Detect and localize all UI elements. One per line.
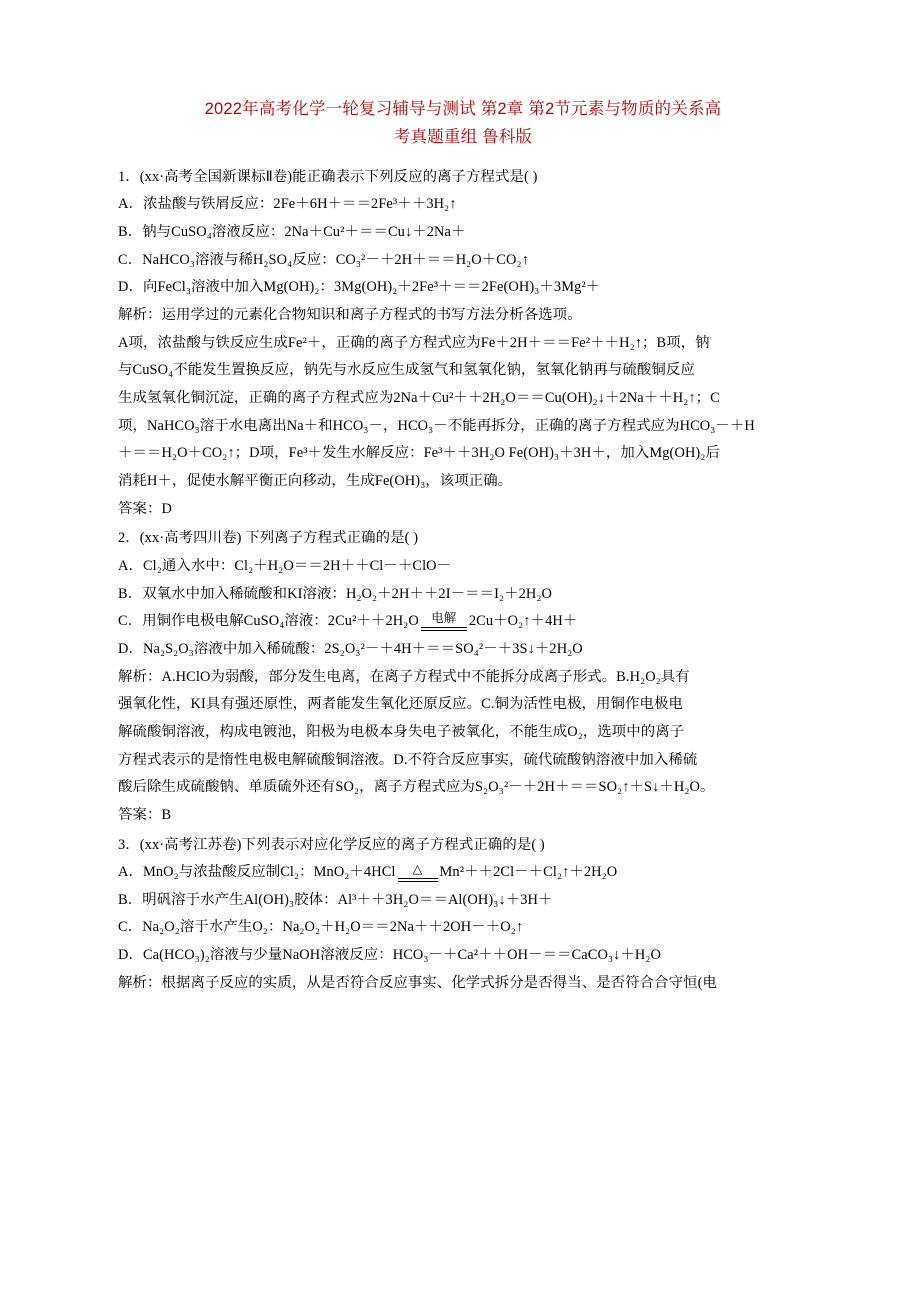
question-3-explanation-line-1: 解析：根据离子反应的实质，从是否符合反应事实、化学式拆分是否得当、是否符合合守恒(电 bbox=[118, 974, 718, 991]
question-1-explanation-line-7: 消耗H＋，促使水解平衡正向移动，生成Fe(OH)₃，该项正确。 bbox=[118, 472, 513, 489]
question-3-option-a bbox=[118, 859, 808, 887]
question-3-option-c: C．Na₂O₂溶于水产生O₂：Na₂O₂＋H₂O＝＝2Na＋＋2OH－＋O₂↑ bbox=[118, 919, 524, 936]
question-2-answer: 答案：B bbox=[118, 806, 172, 823]
question-2-explanation-line-4: 方程式表示的是惰性电极电解硫酸铜溶液。D.不符合反应事实，硫代硫酸钠溶液中加入稀硫 bbox=[118, 751, 698, 768]
electrolysis-condition-symbol bbox=[421, 611, 467, 631]
question-1-option-c: C．NaHCO₃溶液与稀H₂SO₄反应：CO₃²－＋2H＋＝＝H₂O＋CO₂↑ bbox=[118, 251, 529, 268]
question-2-explanation-line-5: 酸后除生成硫酸钠、单质硫外还有SO₂，离子方程式应为S₂O₃²－＋2H＋＝＝SO₂↑＋S↓＋H₂O。 bbox=[118, 779, 715, 796]
question-1-option-a: A．浓盐酸与铁屑反应：2Fe＋6H＋＝＝2Fe³＋＋3H₂↑ bbox=[118, 196, 457, 213]
question-3-option-d: D．Ca(HCO₃)₂溶液与少量NaOH溶液反应：HCO₃－＋Ca²＋＋OH－＝＝CaCO₃↓＋H₂O bbox=[118, 947, 661, 964]
heating-condition-symbol bbox=[398, 862, 438, 882]
question-1-option-b: B．钠与CuSO₄溶液反应：2Na＋Cu²＋＝＝Cu↓＋2Na＋ bbox=[118, 224, 466, 241]
question-2-option-c-prefix: C．用铜作电极电解CuSO₄溶液：2Cu²＋＋2H₂O bbox=[118, 613, 419, 630]
question-1-answer: 答案：D bbox=[118, 500, 172, 517]
question-1-stem: 1．(xx·高考全国新课标Ⅱ卷)能正确表示下列反应的离子方程式是( ) bbox=[118, 168, 538, 185]
question-1-explanation-line-1: 解析：运用学过的元素化合物知识和离子方程式的书写方法分析各选项。 bbox=[118, 307, 582, 324]
question-2-explanation-line-3: 解硫酸铜溶液，构成电镀池，阳极为电极本身失电子被氧化，不能生成O₂，选项中的离子 bbox=[118, 723, 685, 740]
question-1-explanation-line-2: A项，浓盐酸与铁反应生成Fe²＋，正确的离子方程式应为Fe＋2H＋＝＝Fe²＋＋H₂↑；B项，钠 bbox=[118, 334, 710, 351]
question-3-option-a-suffix: Mn²＋＋2Cl－＋Cl₂↑＋2H₂O bbox=[439, 864, 618, 881]
question-2-explanation-line-1: 解析：A.HClO为弱酸，部分发生电离，在离子方程式中不能拆分成离子形式。B.H₂O₂具有 bbox=[118, 668, 690, 685]
question-2-option-a: A．Cl₂通入水中：Cl₂＋H₂O＝＝2H＋＋Cl－＋ClO－ bbox=[118, 557, 452, 574]
question-1-explanation-line-5: 项，NaHCO₃溶于水电离出Na＋和HCO₃－，HCO₃－不能再拆分，正确的离子方程式应为HCO₃－＋H bbox=[118, 417, 755, 434]
question-2-option-b: B．双氧水中加入稀硫酸和KI溶液：H₂O₂＋2H＋＋2I－＝＝I₂＋2H₂O bbox=[118, 585, 552, 602]
question-2-explanation-line-2: 强氧化性，KI具有强还原性，两者能发生氧化还原反应。C.铜为活性电极，用铜作电极电 bbox=[118, 696, 683, 713]
question-1-option-d: D．向FeCl₃溶液中加入Mg(OH)₂：3Mg(OH)₂＋2Fe³＋＝＝2Fe(OH)₃＋3Mg²＋ bbox=[118, 279, 601, 296]
question-3-option-b: B．明矾溶于水产生Al(OH)₃胶体：Al³＋＋3H₂O＝＝Al(OH)₃↓＋3H＋ bbox=[118, 891, 553, 908]
question-2-option-c-suffix: 2Cu＋O₂↑＋4H＋ bbox=[468, 613, 578, 630]
delta-heat-icon: △ bbox=[412, 862, 423, 877]
reaction-double-bar bbox=[398, 878, 438, 882]
page-title-line-1: 2022年高考化学一轮复习辅导与测试 第2章 第2节元素与物质的关系高 bbox=[204, 100, 722, 118]
question-1-explanation-line-3: 与CuSO₄不能发生置换反应，钠先与水反应生成氢气和氢氧化钠，氢氧化钠再与硫酸铜反应 bbox=[118, 362, 695, 379]
document-content bbox=[118, 95, 808, 997]
electrolysis-label: 电解 bbox=[431, 611, 457, 626]
question-3-option-a-prefix: A．MnO₂与浓盐酸反应制Cl₂：MnO₂＋4HCl bbox=[118, 864, 396, 881]
question-2-option-d: D．Na₂S₂O₃溶液中加入稀硫酸：2S₂O₃²－＋4H＋＝＝SO₄²－＋3S↓＋2H₂O bbox=[118, 640, 583, 657]
question-3-stem: 3．(xx·高考江苏卷)下列表示对应化学反应的离子方程式正确的是( ) bbox=[118, 836, 545, 853]
question-1-explanation-line-4: 生成氢氧化铜沉淀，正确的离子方程式应为2Na＋Cu²＋＋2H₂O＝＝Cu(OH)₂↓＋2Na＋＋H₂↑；C bbox=[118, 390, 720, 406]
question-2-option-c bbox=[118, 608, 808, 636]
page-title-line-2: 考真题重组 鲁科版 bbox=[393, 128, 533, 147]
reaction-double-bar bbox=[421, 627, 467, 631]
question-2-stem: 2．(xx·高考四川卷) 下列离子方程式正确的是( ) bbox=[118, 530, 419, 547]
question-1-explanation-line-6: ＋＝＝H₂O＋CO₂↑；D项，Fe³＋发生水解反应：Fe³＋＋3H₂O Fe(OH)₃＋3H＋，加入Mg(OH)₂后 bbox=[118, 445, 720, 462]
page-title bbox=[118, 95, 808, 152]
